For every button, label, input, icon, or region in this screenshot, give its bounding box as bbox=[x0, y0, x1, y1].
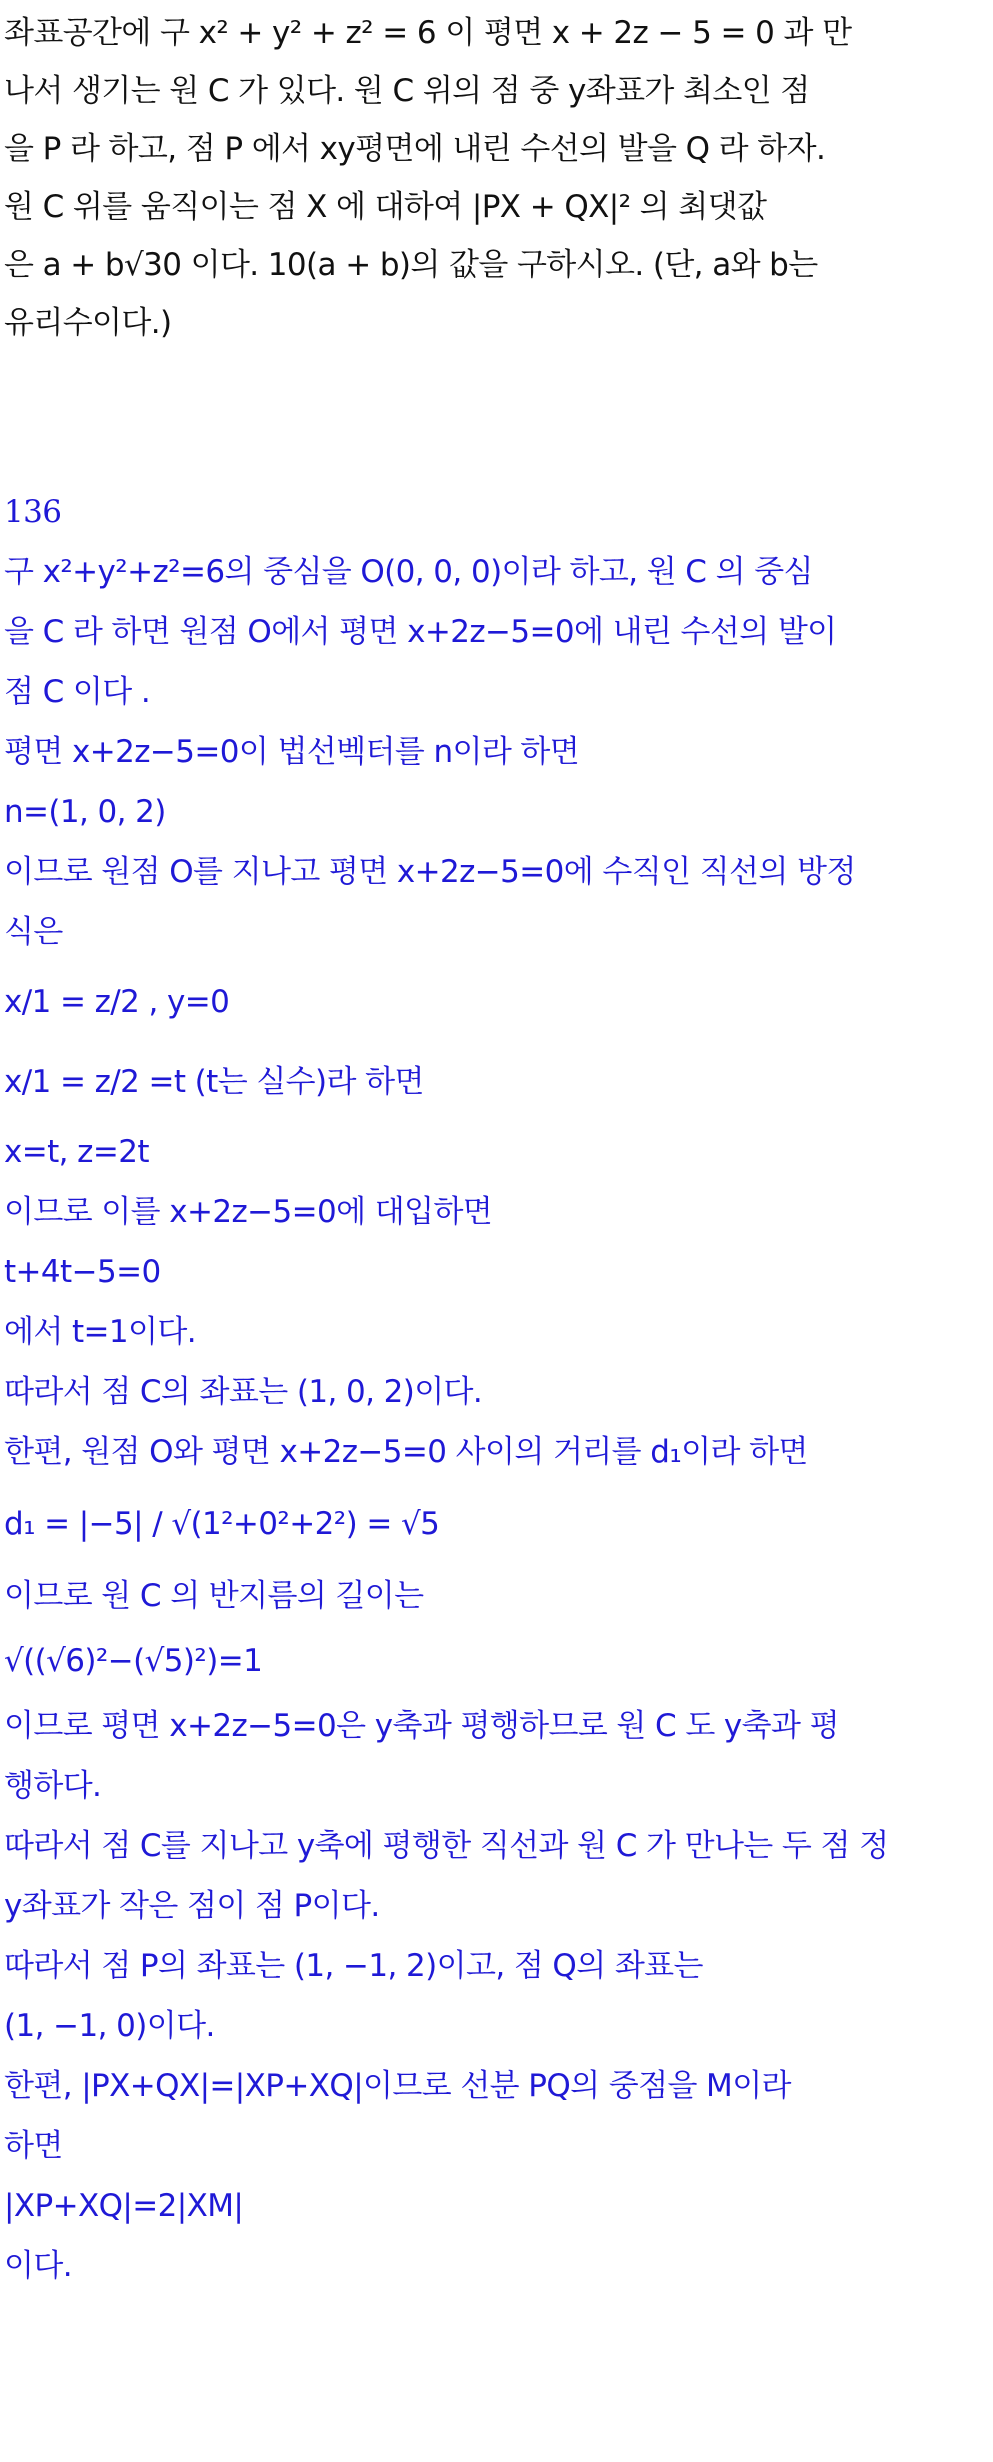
solution-line-23: 따라서 점 P의 좌표는 (1, −1, 2)이고, 점 Q의 좌표는 bbox=[4, 1948, 703, 1984]
solution-line-10: x=t, z=2t bbox=[4, 1134, 149, 1170]
solution-line-17: 이므로 원 C 의 반지름의 길이는 bbox=[4, 1578, 424, 1614]
problem-line-1: 좌표공간에 구 x² + y² + z² = 6 이 평면 x + 2z − 5 = 0 과 만 bbox=[4, 15, 852, 51]
solution-line-3: 점 C 이다 . bbox=[4, 674, 151, 710]
solution-line-5: n=(1, 0, 2) bbox=[4, 794, 166, 830]
solution-line-6: 이므로 원점 O를 지나고 평면 x+2z−5=0에 수직인 직선의 방정 bbox=[4, 854, 856, 890]
answer-number: 136 bbox=[4, 494, 62, 530]
solution-line-15: 한편, 원점 O와 평면 x+2z−5=0 사이의 거리를 d₁이라 하면 bbox=[4, 1434, 808, 1470]
problem-text bbox=[4, 4, 985, 352]
solution-line-9: x/1 = z/2 =t (t는 실수)라 하면 bbox=[4, 1064, 424, 1100]
solution-line-19: 이므로 평면 x+2z−5=0은 y축과 평행하므로 원 C 도 y축과 평 bbox=[4, 1708, 839, 1744]
problem-line-6: 유리수이다.) bbox=[4, 305, 172, 341]
solution-line-13: 에서 t=1이다. bbox=[4, 1314, 196, 1350]
solution-line-27: |XP+XQ|=2|XM| bbox=[4, 2188, 244, 2224]
solution-line-4: 평면 x+2z−5=0이 법선벡터를 n이라 하면 bbox=[4, 734, 580, 770]
solution-line-2: 을 C 라 하면 원점 O에서 평면 x+2z−5=0에 내린 수선의 발이 bbox=[4, 614, 837, 650]
solution-line-20: 행하다. bbox=[4, 1768, 102, 1804]
problem-line-4: 원 C 위를 움직이는 점 X 에 대하여 |PX + QX|² 의 최댓값 bbox=[4, 189, 767, 225]
solution-line-11: 이므로 이를 x+2z−5=0에 대입하면 bbox=[4, 1194, 493, 1230]
solution-line-7: 식은 bbox=[4, 914, 63, 950]
solution-line-28: 이다. bbox=[4, 2248, 72, 2284]
solution-line-16: d₁ = |−5| / √(1²+0²+2²) = √5 bbox=[4, 1506, 440, 1542]
solution-line-1: 구 x²+y²+z²=6의 중심을 O(0, 0, 0)이라 하고, 원 C 의 중심 bbox=[4, 554, 813, 590]
solution-line-24: (1, −1, 0)이다. bbox=[4, 2008, 215, 2044]
solution-line-12: t+4t−5=0 bbox=[4, 1254, 161, 1290]
problem-line-2: 나서 생기는 원 C 가 있다. 원 C 위의 점 중 y좌표가 최소인 점 bbox=[4, 73, 810, 109]
problem-line-5: 은 a + b√30 이다. 10(a + b)의 값을 구하시오. (단, a와 b는 bbox=[4, 247, 818, 283]
solution-line-25: 한편, |PX+QX|=|XP+XQ|이므로 선분 PQ의 중점을 M이라 bbox=[4, 2068, 791, 2104]
solution-line-22: y좌표가 작은 점이 점 P이다. bbox=[4, 1888, 380, 1924]
solution-line-14: 따라서 점 C의 좌표는 (1, 0, 2)이다. bbox=[4, 1374, 483, 1410]
problem-line-3: 을 P 라 하고, 점 P 에서 xy평면에 내린 수선의 발을 Q 라 하자. bbox=[4, 131, 826, 167]
solution-line-18: √((√6)²−(√5)²)=1 bbox=[4, 1643, 263, 1679]
solution-line-26: 하면 bbox=[4, 2128, 63, 2164]
solution-line-8: x/1 = z/2 , y=0 bbox=[4, 984, 230, 1020]
solution-line-21: 따라서 점 C를 지나고 y축에 평행한 직선과 원 C 가 만나는 두 점 정 bbox=[4, 1828, 889, 1864]
solution-text bbox=[4, 482, 985, 2296]
